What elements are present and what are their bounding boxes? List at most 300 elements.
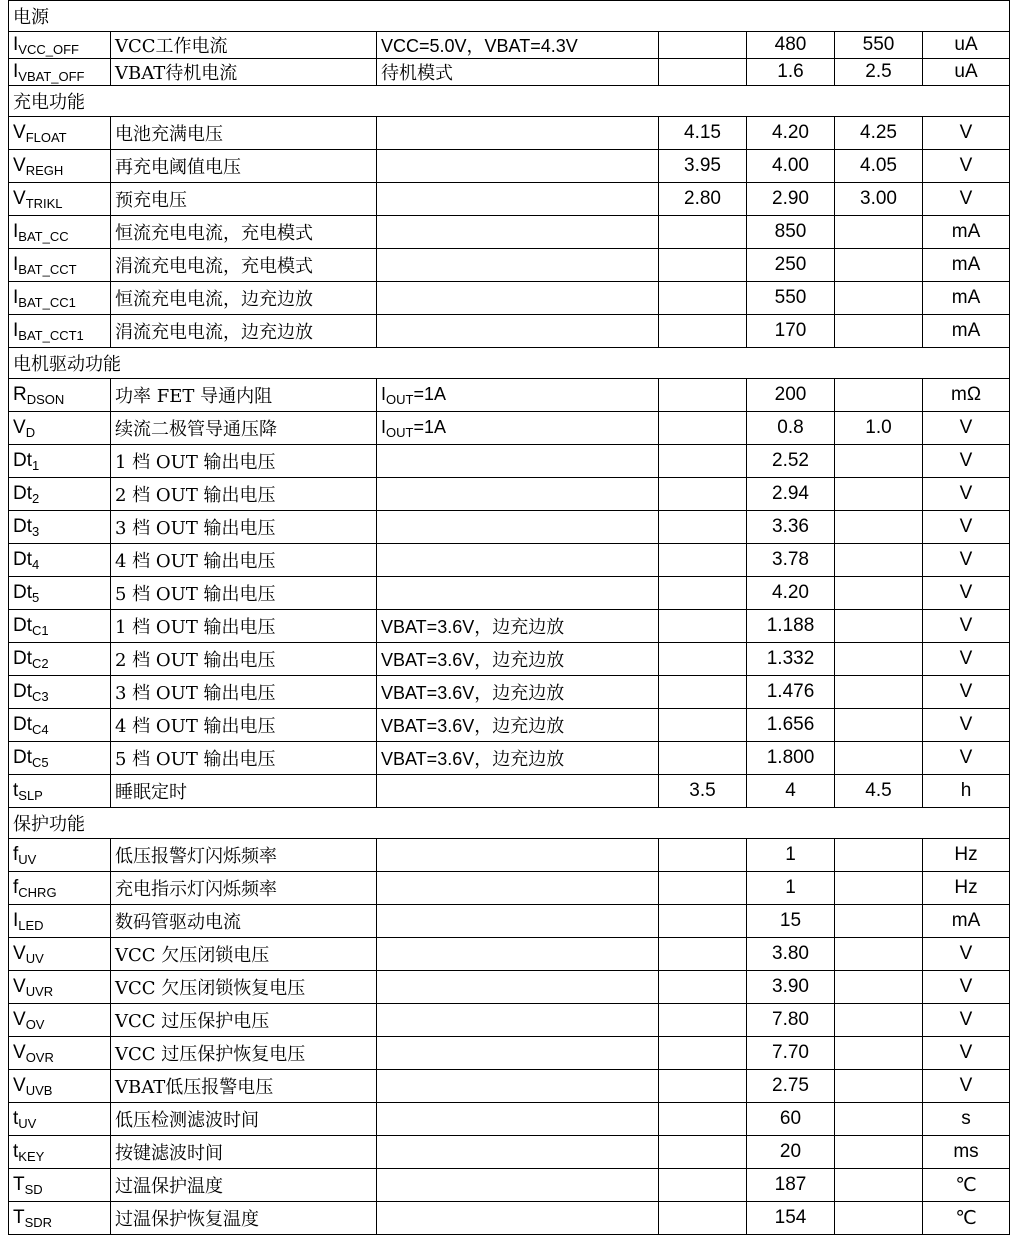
min-value — [659, 1136, 747, 1169]
symbol-main: Dt — [13, 581, 32, 603]
unit: uA — [923, 32, 1010, 59]
max-value — [835, 610, 923, 643]
max-value — [835, 839, 923, 872]
condition-value: 待机模式 — [381, 63, 453, 84]
test-condition — [377, 1136, 659, 1169]
table-row — [9, 59, 1010, 86]
min-value — [659, 282, 747, 315]
unit: mΩ — [923, 379, 1010, 412]
parameter-symbol-cell — [9, 905, 111, 938]
min-value — [659, 32, 747, 59]
symbol-subscript: VBAT_OFF — [18, 68, 85, 84]
max-value — [835, 1004, 923, 1037]
symbol-subscript: C5 — [32, 754, 49, 770]
parameter-name: 数码管驱动电流 — [111, 905, 377, 938]
min-value — [659, 511, 747, 544]
typ-value: 4.20 — [747, 577, 835, 610]
typ-value: 1 — [747, 872, 835, 905]
symbol-main: t — [13, 1107, 19, 1129]
typ-value: 1.800 — [747, 742, 835, 775]
parameter-symbol-cell — [9, 1037, 111, 1070]
unit: Hz — [923, 839, 1010, 872]
parameter-symbol-cell — [9, 379, 111, 412]
max-value — [835, 478, 923, 511]
unit: mA — [923, 249, 1010, 282]
unit: ℃ — [923, 1169, 1010, 1202]
symbol-main: Dt — [13, 647, 32, 669]
condition-value: VBAT=3.6V，边充边放 — [381, 749, 565, 769]
symbol-subscript: OV — [25, 1016, 45, 1032]
section-title: 电源 — [9, 1, 1010, 32]
unit: V — [923, 478, 1010, 511]
test-condition — [377, 577, 659, 610]
symbol-main: I — [13, 33, 19, 55]
unit: mA — [923, 282, 1010, 315]
min-value — [659, 478, 747, 511]
parameter-symbol-cell — [9, 1169, 111, 1202]
parameter-symbol-cell — [9, 775, 111, 808]
parameter-symbol-cell — [9, 315, 111, 348]
parameter-symbol-cell — [9, 216, 111, 249]
parameter-symbol-cell — [9, 839, 111, 872]
min-value — [659, 938, 747, 971]
test-condition — [377, 445, 659, 478]
parameter-symbol-cell — [9, 1103, 111, 1136]
table-row — [9, 478, 1010, 511]
typ-value: 2.90 — [747, 183, 835, 216]
symbol-main: T — [13, 1173, 25, 1195]
unit: V — [923, 117, 1010, 150]
parameter-name: 涓流充电电流，边充边放 — [111, 315, 377, 348]
unit: V — [923, 643, 1010, 676]
test-condition — [377, 511, 659, 544]
table-row — [9, 1103, 1010, 1136]
test-condition — [377, 183, 659, 216]
table-row — [9, 905, 1010, 938]
table-row — [9, 32, 1010, 59]
parameter-name: 预充电压 — [111, 183, 377, 216]
symbol-subscript: D — [25, 424, 36, 440]
symbol-main: f — [13, 843, 19, 865]
unit: V — [923, 610, 1010, 643]
unit: V — [923, 1070, 1010, 1103]
parameter-name: 低压报警灯闪烁频率 — [111, 839, 377, 872]
test-condition — [377, 872, 659, 905]
max-value — [835, 971, 923, 1004]
parameter-symbol-cell — [9, 478, 111, 511]
parameter-name: VCC 欠压闭锁电压 — [111, 938, 377, 971]
min-value: 3.95 — [659, 150, 747, 183]
symbol-subscript: C1 — [32, 622, 49, 638]
test-condition — [377, 150, 659, 183]
test-condition — [377, 315, 659, 348]
unit: V — [923, 1037, 1010, 1070]
symbol-main: Dt — [13, 680, 32, 702]
table-row — [9, 742, 1010, 775]
parameter-symbol-cell — [9, 709, 111, 742]
parameter-name: VCC工作电流 — [111, 32, 377, 59]
table-row — [9, 775, 1010, 808]
symbol-main: I — [13, 60, 19, 82]
parameter-symbol-cell — [9, 1136, 111, 1169]
max-value — [835, 282, 923, 315]
table-row — [9, 1004, 1010, 1037]
condition-value: VBAT=3.6V，边充边放 — [381, 716, 565, 736]
symbol-subscript: SDR — [24, 1214, 53, 1230]
max-value: 1.0 — [835, 412, 923, 445]
unit: V — [923, 1004, 1010, 1037]
condition-value: =1A — [413, 416, 446, 437]
min-value — [659, 1169, 747, 1202]
parameter-symbol-cell — [9, 938, 111, 971]
typ-value: 2.52 — [747, 445, 835, 478]
test-condition — [377, 1004, 659, 1037]
table-row — [9, 1169, 1010, 1202]
parameter-symbol-cell — [9, 544, 111, 577]
typ-value: 2.94 — [747, 478, 835, 511]
parameter-symbol-cell — [9, 412, 111, 445]
max-value: 4.05 — [835, 150, 923, 183]
min-value: 2.80 — [659, 183, 747, 216]
min-value — [659, 676, 747, 709]
min-value — [659, 1004, 747, 1037]
min-value — [659, 249, 747, 282]
unit: mA — [923, 216, 1010, 249]
symbol-main: I — [13, 319, 19, 341]
typ-value: 1 — [747, 839, 835, 872]
symbol-subscript: TRIKL — [25, 195, 63, 211]
max-value: 550 — [835, 32, 923, 59]
min-value — [659, 445, 747, 478]
table-row — [9, 315, 1010, 348]
unit: V — [923, 445, 1010, 478]
table-row — [9, 872, 1010, 905]
typ-value: 3.78 — [747, 544, 835, 577]
parameter-name: 涓流充电电流，充电模式 — [111, 249, 377, 282]
parameter-symbol-cell — [9, 32, 111, 59]
table-row — [9, 643, 1010, 676]
symbol-subscript: UV — [18, 1115, 37, 1131]
symbol-main: V — [13, 942, 26, 964]
unit: mA — [923, 315, 1010, 348]
unit: ℃ — [923, 1202, 1010, 1235]
parameter-name: 充电指示灯闪烁频率 — [111, 872, 377, 905]
condition-value: VBAT=3.6V，边充边放 — [381, 683, 565, 703]
max-value — [835, 379, 923, 412]
min-value — [659, 412, 747, 445]
typ-value: 3.80 — [747, 938, 835, 971]
max-value — [835, 1169, 923, 1202]
parameter-symbol-cell — [9, 59, 111, 86]
parameter-symbol-cell — [9, 282, 111, 315]
parameter-name: 睡眠定时 — [111, 775, 377, 808]
test-condition — [377, 1070, 659, 1103]
typ-value: 1.6 — [747, 59, 835, 86]
min-value — [659, 872, 747, 905]
typ-value: 60 — [747, 1103, 835, 1136]
unit: V — [923, 676, 1010, 709]
parameter-symbol-cell — [9, 249, 111, 282]
typ-value: 7.80 — [747, 1004, 835, 1037]
table-row — [9, 577, 1010, 610]
max-value — [835, 445, 923, 478]
parameter-symbol-cell — [9, 1070, 111, 1103]
table-row — [9, 839, 1010, 872]
condition-value: VBAT=3.6V，边充边放 — [381, 617, 565, 637]
symbol-subscript: UV — [18, 851, 37, 867]
table-row — [9, 412, 1010, 445]
parameter-name: VCC 过压保护恢复电压 — [111, 1037, 377, 1070]
table-row — [9, 1070, 1010, 1103]
symbol-subscript: BAT_CC — [18, 228, 69, 244]
symbol-subscript: 1 — [32, 457, 40, 473]
max-value — [835, 1202, 923, 1235]
test-condition — [377, 216, 659, 249]
symbol-subscript: 2 — [32, 490, 40, 506]
unit: V — [923, 577, 1010, 610]
test-condition — [377, 971, 659, 1004]
max-value — [835, 216, 923, 249]
parameter-name: VCC 欠压闭锁恢复电压 — [111, 971, 377, 1004]
min-value: 4.15 — [659, 117, 747, 150]
parameter-symbol-cell — [9, 445, 111, 478]
parameter-name: 5 档 OUT 输出电压 — [111, 577, 377, 610]
typ-value: 200 — [747, 379, 835, 412]
parameter-symbol-cell — [9, 610, 111, 643]
unit: h — [923, 775, 1010, 808]
typ-value: 250 — [747, 249, 835, 282]
parameter-symbol-cell — [9, 577, 111, 610]
parameter-name: 1 档 OUT 输出电压 — [111, 445, 377, 478]
symbol-subscript: SD — [24, 1181, 43, 1197]
symbol-main: V — [13, 1041, 26, 1063]
typ-value: 3.36 — [747, 511, 835, 544]
parameter-name: 3 档 OUT 输出电压 — [111, 676, 377, 709]
test-condition — [377, 905, 659, 938]
symbol-subscript: C3 — [32, 688, 49, 704]
max-value — [835, 709, 923, 742]
max-value: 4.5 — [835, 775, 923, 808]
min-value — [659, 1037, 747, 1070]
condition-subscript: OUT — [386, 391, 414, 407]
spec-table-body — [9, 1, 1010, 1235]
max-value — [835, 643, 923, 676]
parameter-name: 再充电阈值电压 — [111, 150, 377, 183]
test-condition — [377, 709, 659, 742]
table-row — [9, 249, 1010, 282]
condition-value: VBAT=3.6V，边充边放 — [381, 650, 565, 670]
unit: V — [923, 412, 1010, 445]
min-value: 3.5 — [659, 775, 747, 808]
symbol-subscript: BAT_CCT — [18, 261, 77, 277]
parameter-symbol-cell — [9, 183, 111, 216]
test-condition — [377, 643, 659, 676]
symbol-subscript: 3 — [32, 523, 40, 539]
table-row — [9, 445, 1010, 478]
unit: V — [923, 150, 1010, 183]
symbol-main: I — [13, 253, 19, 275]
parameter-name: 电池充满电压 — [111, 117, 377, 150]
parameter-name: 恒流充电电流，边充边放 — [111, 282, 377, 315]
test-condition — [377, 117, 659, 150]
test-condition — [377, 1037, 659, 1070]
parameter-symbol-cell — [9, 971, 111, 1004]
max-value — [835, 315, 923, 348]
section-title: 保护功能 — [9, 808, 1010, 839]
min-value — [659, 643, 747, 676]
symbol-main: I — [13, 909, 19, 931]
parameter-name: 过温保护恢复温度 — [111, 1202, 377, 1235]
test-condition — [377, 478, 659, 511]
condition-subscript: OUT — [386, 424, 414, 440]
condition-symbol: I — [381, 383, 387, 404]
parameter-name: 4 档 OUT 输出电压 — [111, 544, 377, 577]
table-row — [9, 150, 1010, 183]
max-value — [835, 249, 923, 282]
typ-value: 1.656 — [747, 709, 835, 742]
parameter-symbol-cell — [9, 511, 111, 544]
table-row — [9, 1202, 1010, 1235]
symbol-subscript: UVR — [25, 983, 54, 999]
symbol-main: t — [13, 1140, 19, 1162]
parameter-name: 功率 FET 导通内阻 — [111, 379, 377, 412]
unit: s — [923, 1103, 1010, 1136]
typ-value: 850 — [747, 216, 835, 249]
typ-value: 1.476 — [747, 676, 835, 709]
unit: V — [923, 938, 1010, 971]
typ-value: 170 — [747, 315, 835, 348]
test-condition — [377, 32, 659, 59]
parameter-name: 按键滤波时间 — [111, 1136, 377, 1169]
table-row — [9, 709, 1010, 742]
symbol-main: Dt — [13, 482, 32, 504]
unit: uA — [923, 59, 1010, 86]
symbol-subscript: LED — [18, 917, 44, 933]
symbol-subscript: 4 — [32, 556, 40, 572]
symbol-subscript: BAT_CC1 — [18, 294, 76, 310]
unit: Hz — [923, 872, 1010, 905]
typ-value: 187 — [747, 1169, 835, 1202]
max-value — [835, 676, 923, 709]
symbol-subscript: KEY — [18, 1148, 45, 1164]
symbol-subscript: 5 — [32, 589, 40, 605]
parameter-name: VCC 过压保护电压 — [111, 1004, 377, 1037]
parameter-symbol-cell — [9, 872, 111, 905]
typ-value: 4.00 — [747, 150, 835, 183]
condition-value: =1A — [413, 383, 446, 404]
symbol-subscript: UV — [25, 950, 44, 966]
min-value — [659, 1103, 747, 1136]
table-row — [9, 610, 1010, 643]
table-row — [9, 544, 1010, 577]
typ-value: 15 — [747, 905, 835, 938]
test-condition — [377, 938, 659, 971]
parameter-name: 2 档 OUT 输出电压 — [111, 643, 377, 676]
test-condition — [377, 249, 659, 282]
parameter-name: 低压检测滤波时间 — [111, 1103, 377, 1136]
unit: ms — [923, 1136, 1010, 1169]
parameter-name: VBAT待机电流 — [111, 59, 377, 86]
parameter-name: 1 档 OUT 输出电压 — [111, 610, 377, 643]
max-value: 2.5 — [835, 59, 923, 86]
parameter-symbol-cell — [9, 742, 111, 775]
parameter-symbol-cell — [9, 1004, 111, 1037]
symbol-main: Dt — [13, 614, 32, 636]
symbol-main: Dt — [13, 449, 32, 471]
max-value — [835, 742, 923, 775]
unit: V — [923, 709, 1010, 742]
parameter-symbol-cell — [9, 150, 111, 183]
unit: mA — [923, 905, 1010, 938]
typ-value: 20 — [747, 1136, 835, 1169]
parameter-name: 3 档 OUT 输出电压 — [111, 511, 377, 544]
symbol-subscript: DSON — [26, 391, 65, 407]
max-value — [835, 872, 923, 905]
typ-value: 4 — [747, 775, 835, 808]
test-condition — [377, 379, 659, 412]
typ-value: 3.90 — [747, 971, 835, 1004]
symbol-main: Dt — [13, 713, 32, 735]
max-value — [835, 544, 923, 577]
min-value — [659, 315, 747, 348]
section-title: 充电功能 — [9, 86, 1010, 117]
typ-value: 2.75 — [747, 1070, 835, 1103]
parameter-symbol-cell — [9, 1202, 111, 1235]
typ-value: 154 — [747, 1202, 835, 1235]
symbol-main: V — [13, 187, 26, 209]
unit: V — [923, 544, 1010, 577]
symbol-subscript: VCC_OFF — [18, 41, 79, 57]
min-value — [659, 379, 747, 412]
max-value — [835, 511, 923, 544]
table-row — [9, 379, 1010, 412]
test-condition — [377, 610, 659, 643]
table-row — [9, 971, 1010, 1004]
max-value — [835, 577, 923, 610]
unit: V — [923, 971, 1010, 1004]
symbol-main: V — [13, 121, 26, 143]
min-value — [659, 1202, 747, 1235]
section-header-row — [9, 86, 1010, 117]
symbol-main: I — [13, 220, 19, 242]
typ-value: 1.332 — [747, 643, 835, 676]
test-condition — [377, 742, 659, 775]
unit: V — [923, 742, 1010, 775]
test-condition — [377, 1202, 659, 1235]
typ-value: 480 — [747, 32, 835, 59]
min-value — [659, 971, 747, 1004]
section-header-row — [9, 1, 1010, 32]
min-value — [659, 577, 747, 610]
min-value — [659, 839, 747, 872]
symbol-main: V — [13, 975, 26, 997]
min-value — [659, 1070, 747, 1103]
parameter-name: 续流二极管导通压降 — [111, 412, 377, 445]
unit: V — [923, 183, 1010, 216]
max-value — [835, 905, 923, 938]
min-value — [659, 59, 747, 86]
typ-value: 0.8 — [747, 412, 835, 445]
parameter-name: 5 档 OUT 输出电压 — [111, 742, 377, 775]
symbol-main: V — [13, 154, 26, 176]
section-header-row — [9, 348, 1010, 379]
typ-value: 7.70 — [747, 1037, 835, 1070]
table-row — [9, 183, 1010, 216]
test-condition — [377, 59, 659, 86]
table-row — [9, 1136, 1010, 1169]
test-condition — [377, 282, 659, 315]
symbol-subscript: OVR — [25, 1049, 54, 1065]
